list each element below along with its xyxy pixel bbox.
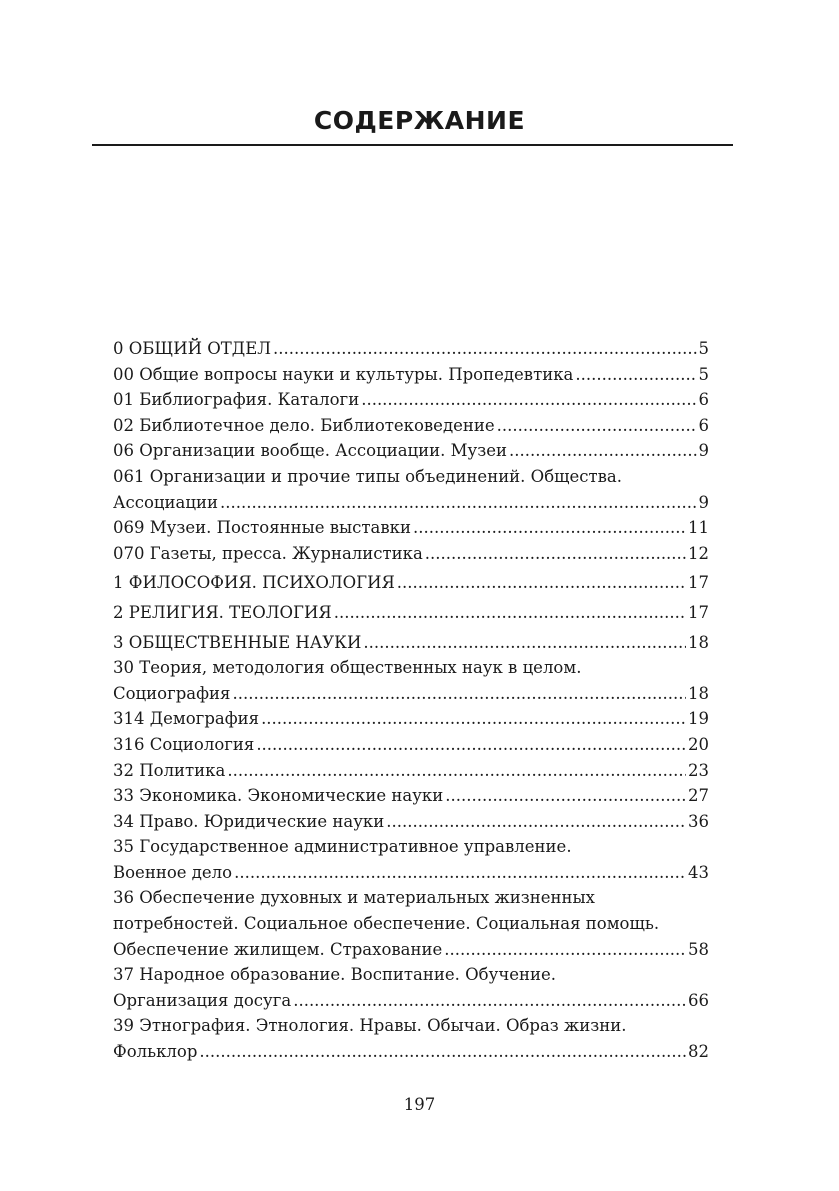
toc-entry-title: Военное дело [113,862,233,882]
toc-entry-line [113,630,709,656]
toc-entry-title: 02 Библиотечное дело. Библиотековедение [113,415,495,435]
dot-leader [445,783,686,809]
toc-entry-text-line: 37 Народное образование. Воспитание. Обучение. [113,965,556,985]
toc-entry-line [113,860,709,886]
page-title: СОДЕРЖАНИЕ [313,106,526,135]
toc-entry-line [113,706,709,732]
toc-entry[interactable] [113,1013,709,1064]
toc-entry-page: 18 [688,683,709,703]
toc-entry-line [113,515,709,541]
toc-entry-page: 18 [688,632,709,652]
toc-entry[interactable] [113,464,709,515]
toc-entry-title: 33 Экономика. Экономические науки [113,786,444,806]
toc-entry-page: 6 [698,415,709,435]
toc-entry[interactable] [113,515,709,541]
dot-leader [261,706,686,732]
toc-entry[interactable] [113,336,709,362]
toc-entry[interactable] [113,387,709,413]
toc-entry-text-line: 35 Государственное административное управление. [113,837,572,857]
toc-entry-title: 34 Право. Юридические науки [113,811,385,831]
title-underline [92,144,733,146]
toc-entry[interactable] [113,413,709,439]
dot-leader [199,1039,686,1065]
toc-entry-page: 43 [688,862,709,882]
toc-entry[interactable] [113,834,709,885]
toc-entry-title: Ассоциации [113,492,218,512]
toc-entry-page: 5 [698,339,709,358]
toc-entry-page: 17 [688,573,709,593]
toc-entry-page: 19 [688,709,709,729]
toc-entry[interactable] [113,541,709,567]
toc-entry[interactable] [113,600,709,626]
toc-entry[interactable] [113,570,709,596]
toc-entry-line [113,988,709,1014]
toc-entry-title: 314 Демография [113,709,260,729]
toc-entry[interactable] [113,809,709,835]
toc-entry-line [113,1039,709,1065]
toc-entry-page: 82 [688,1042,709,1062]
toc-entry-title: 3 ОБЩЕСТВЕННЫЕ НАУКИ [113,632,362,652]
dot-leader [425,541,686,567]
toc-entry-page: 58 [688,939,709,959]
toc-entry[interactable] [113,655,709,706]
toc-entry[interactable] [113,758,709,784]
toc-entry-title: 2 РЕЛИГИЯ. ТЕОЛОГИЯ [113,602,332,622]
toc-entry-line [113,336,709,362]
toc-entry-title: Фольклор [113,1042,198,1062]
toc-entry-page: 5 [698,364,709,384]
toc-entry-line [113,809,709,835]
toc-entry-line [113,570,709,596]
dot-leader [444,937,686,963]
toc-entry-line [113,758,709,784]
toc-entry[interactable] [113,732,709,758]
dot-leader [227,758,686,784]
toc-entry-line [113,541,709,567]
toc-entry-text-line: 061 Организации и прочие типы объединений. Общества. [113,466,622,486]
toc-entry-line [113,783,709,809]
dot-leader [234,860,686,886]
dot-leader [363,630,686,656]
table-of-contents [113,336,709,1065]
dot-leader [397,570,686,596]
toc-entry-line [113,362,709,388]
toc-entry-line [113,413,709,439]
toc-entry-title: 1 ФИЛОСОФИЯ. ПСИХОЛОГИЯ [113,573,395,593]
toc-entry-page: 20 [688,734,709,754]
toc-entry-title: 070 Газеты, пресса. Журналистика [113,543,423,563]
toc-entry-title: Организация досуга [113,990,292,1010]
toc-entry-title: 00 Общие вопросы науки и культуры. Пропедевтика [113,364,574,384]
toc-entry-text-line: 30 Теория, методология общественных наук в целом. [113,658,582,678]
toc-entry-page: 36 [688,811,709,831]
toc-entry[interactable] [113,362,709,388]
toc-entry-title: 06 Организации вообще. Ассоциации. Музеи [113,441,507,461]
toc-entry-title: 0 ОБЩИЙ ОТДЕЛ [113,339,272,358]
toc-entry[interactable] [113,783,709,809]
toc-entry-title: 01 Библиография. Каталоги [113,390,360,410]
dot-leader [575,362,696,388]
toc-entry-page: 6 [698,390,709,410]
toc-entry-line [113,387,709,413]
toc-entry-page: 11 [688,518,709,538]
dot-leader [497,413,697,439]
toc-entry[interactable] [113,885,709,962]
toc-entry-title: Социография [113,683,231,703]
toc-entry-page: 66 [688,990,709,1010]
dot-leader [220,490,697,516]
page-number: 197 [403,1095,436,1114]
toc-entry-page: 23 [688,760,709,780]
toc-entry-title: Обеспечение жилищем. Страхование [113,939,443,959]
dot-leader [386,809,686,835]
toc-entry-page: 27 [688,786,709,806]
toc-entry[interactable] [113,630,709,656]
dot-leader [256,732,686,758]
toc-entry-title: 316 Социология [113,734,255,754]
dot-leader [334,600,686,626]
toc-entry[interactable] [113,706,709,732]
toc-entry[interactable] [113,438,709,464]
toc-entry-line [113,600,709,626]
toc-entry-line [113,732,709,758]
toc-entry-page: 9 [698,441,709,461]
toc-entry-text-line: 39 Этнография. Этнология. Нравы. Обычаи. Образ жизни. [113,1016,627,1036]
toc-entry-title: 069 Музеи. Постоянные выставки [113,518,411,538]
toc-entry-page: 17 [688,602,709,622]
dot-leader [509,438,697,464]
dot-leader [413,515,686,541]
toc-entry-line [113,681,709,707]
toc-entry-text-line: потребностей. Социальное обеспечение. Социальная помощь. [113,914,660,934]
toc-entry-title: 32 Политика [113,760,226,780]
dot-leader [293,988,686,1014]
toc-entry-line [113,438,709,464]
toc-entry-line [113,937,709,963]
toc-entry-page: 12 [688,543,709,563]
dot-leader [361,387,696,413]
toc-entry-page: 9 [698,492,709,512]
dot-leader [232,681,686,707]
toc-entry-line [113,490,709,516]
toc-entry[interactable] [113,962,709,1013]
toc-entry-text-line: 36 Обеспечение духовных и материальных жизненных [113,888,595,908]
dot-leader [273,336,696,362]
